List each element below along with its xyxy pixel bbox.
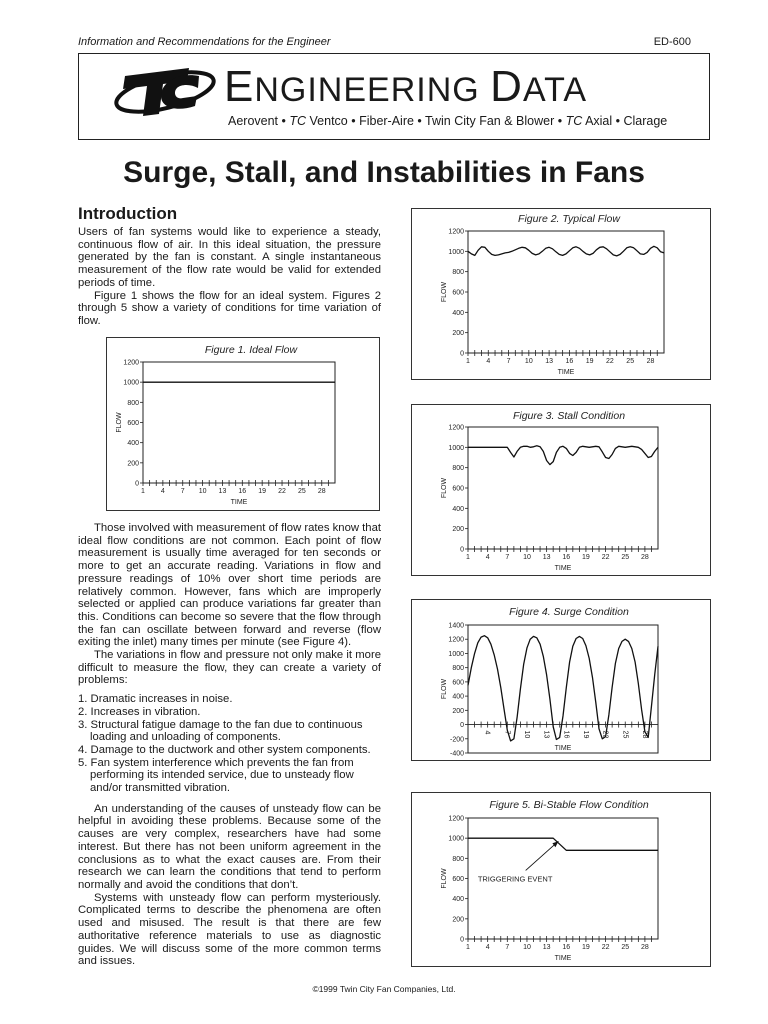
y-tick-label: -200 (449, 736, 464, 744)
y-tick-label: 400 (452, 505, 464, 513)
x-tick-label: 25 (297, 488, 306, 495)
x-tick-label: 4 (486, 358, 491, 365)
y-tick-label: 200 (452, 707, 464, 715)
y-tick-label: 1400 (448, 622, 464, 630)
y-tick-label: 600 (452, 485, 464, 493)
x-tick-label: 16 (565, 358, 574, 365)
company-logo (103, 64, 217, 120)
x-tick-label: 25 (621, 944, 630, 951)
x-tick-label: 7 (180, 488, 185, 495)
x-tick-label: 13 (218, 488, 227, 495)
x-tick-label: 10 (198, 488, 207, 495)
y-tick-label: 800 (452, 269, 464, 277)
x-tick-label: 4 (485, 554, 490, 561)
series-line (468, 636, 658, 741)
y-tick-label: 400 (127, 440, 139, 448)
plot-frame (143, 362, 335, 483)
series-line (468, 446, 658, 465)
x-tick-label: 25 (621, 554, 630, 561)
x-tick-label: 22 (601, 554, 610, 561)
x-tick-label: 7 (503, 730, 511, 735)
y-tick-label: 400 (452, 693, 464, 701)
paragraph: Those involved with measurement of flow rates know that ideal flow conditions are not common. Each point of flow measurement is usually time averaged for ten seconds or more to get an accurate reading. Variations in flow and pressure readings of 10% over short time periods are relatively common. However, fans which are improperly selected or applied can produce variations far greater than this. Conditions can become so severe that the flow through the fan can oscillate between forward and reverse (flow exiting the inlet) many times per minute (see Figure 4). (78, 522, 381, 649)
list-item: 3. Structural fatigue damage to the fan due to continuous loading and unloading of components. (78, 718, 363, 744)
y-tick-label: 600 (452, 289, 464, 297)
figure-4-surge-condition (411, 599, 711, 761)
y-tick-label: 1000 (448, 248, 464, 256)
intro-text-block (78, 226, 381, 328)
y-tick-label: 800 (452, 465, 464, 473)
x-tick-label: 1 (466, 944, 470, 951)
list-item: 5. Fan system interference which prevents the fan from performing its intended service, due to unsteady flow and/or transmitted vibration. (78, 756, 354, 795)
x-tick-label: 25 (626, 358, 635, 365)
x-axis-label: TIME (554, 565, 572, 572)
y-tick-label: 1200 (448, 424, 464, 432)
x-tick-label: 19 (582, 944, 590, 951)
y-axis-label: FLOW (441, 868, 448, 889)
header-tagline: Information and Recommendations for the Engineer (78, 36, 331, 48)
copyright-footer: ©1999 Twin City Fan Companies, Ltd. (312, 984, 456, 994)
chart-svg (412, 209, 710, 379)
masthead-banner (78, 53, 710, 140)
y-tick-label: 800 (452, 855, 464, 863)
paragraph: The variations in flow and pressure not only make it more difficult to measure the flow, they can create a variety of problems: (78, 649, 381, 687)
figure-1-ideal-flow (106, 337, 380, 511)
x-tick-label: 28 (640, 730, 648, 739)
x-tick-label: 16 (238, 488, 247, 495)
y-tick-label: 1200 (448, 636, 464, 644)
x-tick-label: 19 (582, 554, 590, 561)
y-tick-label: 200 (452, 526, 464, 534)
x-axis-label: TIME (230, 499, 248, 506)
annotation-arrow (526, 841, 559, 870)
chart-title: Figure 1. Ideal Flow (204, 344, 298, 356)
x-tick-label: 13 (542, 554, 551, 561)
problems-list (78, 693, 381, 795)
x-tick-label: 1 (141, 488, 145, 495)
x-tick-label: 7 (506, 358, 511, 365)
paragraph: Users of fan systems would like to experience a steady, continuous flow of air. In this ideal situation, the pressure generated by the fan is constant. A single instantaneous measurement of the flow rate would be valid for extended periods of time. (78, 226, 381, 289)
chart-svg (412, 600, 710, 760)
y-tick-label: 0 (460, 722, 464, 730)
y-tick-label: 1000 (448, 835, 464, 843)
y-tick-label: 1000 (448, 650, 464, 658)
chart-svg (412, 405, 710, 575)
x-tick-label: 10 (522, 730, 530, 739)
y-tick-label: 1200 (448, 228, 464, 236)
x-tick-label: 7 (505, 944, 510, 951)
list-item: 4. Damage to the ductwork and other system components. (78, 743, 371, 756)
x-tick-label: 28 (640, 554, 649, 561)
x-tick-label: 13 (542, 944, 551, 951)
x-tick-label: 16 (562, 944, 571, 951)
x-tick-label: 1 (466, 554, 470, 561)
x-tick-label: 16 (562, 554, 571, 561)
y-tick-label: 800 (452, 665, 464, 673)
x-tick-label: 22 (601, 730, 609, 739)
chart-title: Figure 2. Typical Flow (518, 213, 620, 225)
x-tick-label: 10 (524, 358, 533, 365)
y-axis-label: FLOW (441, 281, 448, 303)
y-tick-label: 800 (127, 399, 139, 407)
y-tick-label: 600 (452, 679, 464, 687)
x-tick-label: 19 (258, 488, 267, 495)
banner-title: ENGINEERING DATA (224, 62, 588, 111)
x-tick-label: 28 (646, 358, 655, 365)
list-item: 2. Increases in vibration. (78, 705, 201, 718)
y-tick-label: 1200 (448, 815, 464, 823)
x-tick-label: 22 (278, 488, 286, 495)
x-tick-label: 22 (601, 944, 610, 951)
x-tick-label: 13 (542, 730, 550, 739)
series-line (468, 246, 664, 256)
x-tick-label: 4 (483, 730, 491, 735)
brand-list: Aerovent • TC Ventco • Fiber-Aire • Twin City Fan & Blower • TC Axial • Clarage (228, 114, 668, 128)
y-tick-label: 200 (452, 330, 464, 338)
figure-2-typical-flow (411, 208, 711, 380)
chart-title: Figure 4. Surge Condition (509, 606, 629, 618)
paragraph: An understanding of the causes of unsteady flow can be helpful in avoiding these problems. Because some of the causes are very complex, researchers have had some interest. But there has not been uniform agreement in the conclusions as to what the exact causes are. From their research we can learn the conditions that tend to perform normally and avoid the conditions that don’t. (78, 802, 381, 891)
document-code: ED-600 (653, 36, 691, 48)
x-tick-label: 28 (317, 488, 326, 495)
figure-5-bi-stable-flow (411, 792, 711, 967)
y-tick-label: 600 (127, 420, 139, 427)
chart-title: Figure 3. Stall Condition (512, 410, 626, 422)
document-title: Surge, Stall, and Instabilities in Fans (123, 156, 645, 189)
y-axis-label: FLOW (441, 477, 448, 499)
y-tick-label: 1200 (123, 359, 139, 367)
paragraph: Systems with unsteady flow can perform mysteriously. Complicated terms to describe the phenomena are often used and misused. The result is that there are few authoritative reference materials to use as diagnostic guides. We will discuss some of the more common terms and issues. (78, 891, 381, 968)
y-tick-label: -400 (449, 750, 464, 758)
x-tick-label: 10 (523, 554, 531, 561)
chart-svg (412, 793, 710, 966)
y-axis-label: FLOW (441, 678, 448, 700)
x-tick-label: 7 (505, 554, 510, 561)
chart-title: Figure 5. Bi-Stable Flow Condition (489, 799, 649, 811)
x-tick-label: 16 (562, 730, 570, 739)
x-tick-label: 28 (640, 944, 649, 951)
x-axis-label: TIME (554, 745, 572, 752)
y-tick-label: 0 (460, 546, 464, 554)
x-axis-label: TIME (554, 955, 572, 962)
x-tick-label: 22 (606, 358, 614, 365)
y-tick-label: 200 (452, 916, 464, 924)
x-tick-label: 19 (585, 358, 594, 365)
x-axis-label: TIME (557, 369, 575, 376)
y-tick-label: 1000 (448, 444, 464, 452)
y-tick-label: 0 (135, 480, 139, 488)
annotation-label: TRIGGERING EVENT (477, 874, 553, 884)
x-tick-label: 4 (160, 488, 165, 495)
x-tick-label: 13 (545, 358, 554, 365)
list-item: 1. Dramatic increases in noise. (78, 693, 233, 706)
paragraph: Figure 1 shows the flow for an ideal system. Figures 2 through 5 show a variety of conditions for time variation of flow. (78, 289, 381, 327)
y-tick-label: 400 (452, 896, 464, 904)
y-axis-label: FLOW (116, 412, 123, 433)
x-tick-label: 19 (581, 730, 589, 739)
chart-svg (107, 338, 379, 510)
y-tick-label: 1000 (123, 379, 139, 387)
figure-3-stall-condition (411, 404, 711, 576)
y-tick-label: 0 (460, 350, 464, 358)
x-tick-label: 4 (485, 944, 490, 951)
x-tick-label: 10 (523, 944, 531, 951)
x-tick-label: 1 (466, 358, 470, 365)
x-tick-label: 25 (621, 730, 629, 739)
y-tick-label: 600 (452, 876, 464, 883)
y-tick-label: 400 (452, 309, 464, 317)
series-line (468, 838, 658, 850)
y-tick-label: 0 (460, 936, 464, 944)
plot-frame (468, 427, 658, 549)
body-text-block (78, 522, 381, 968)
section-heading-introduction: Introduction (78, 204, 178, 223)
y-tick-label: 200 (127, 460, 139, 468)
